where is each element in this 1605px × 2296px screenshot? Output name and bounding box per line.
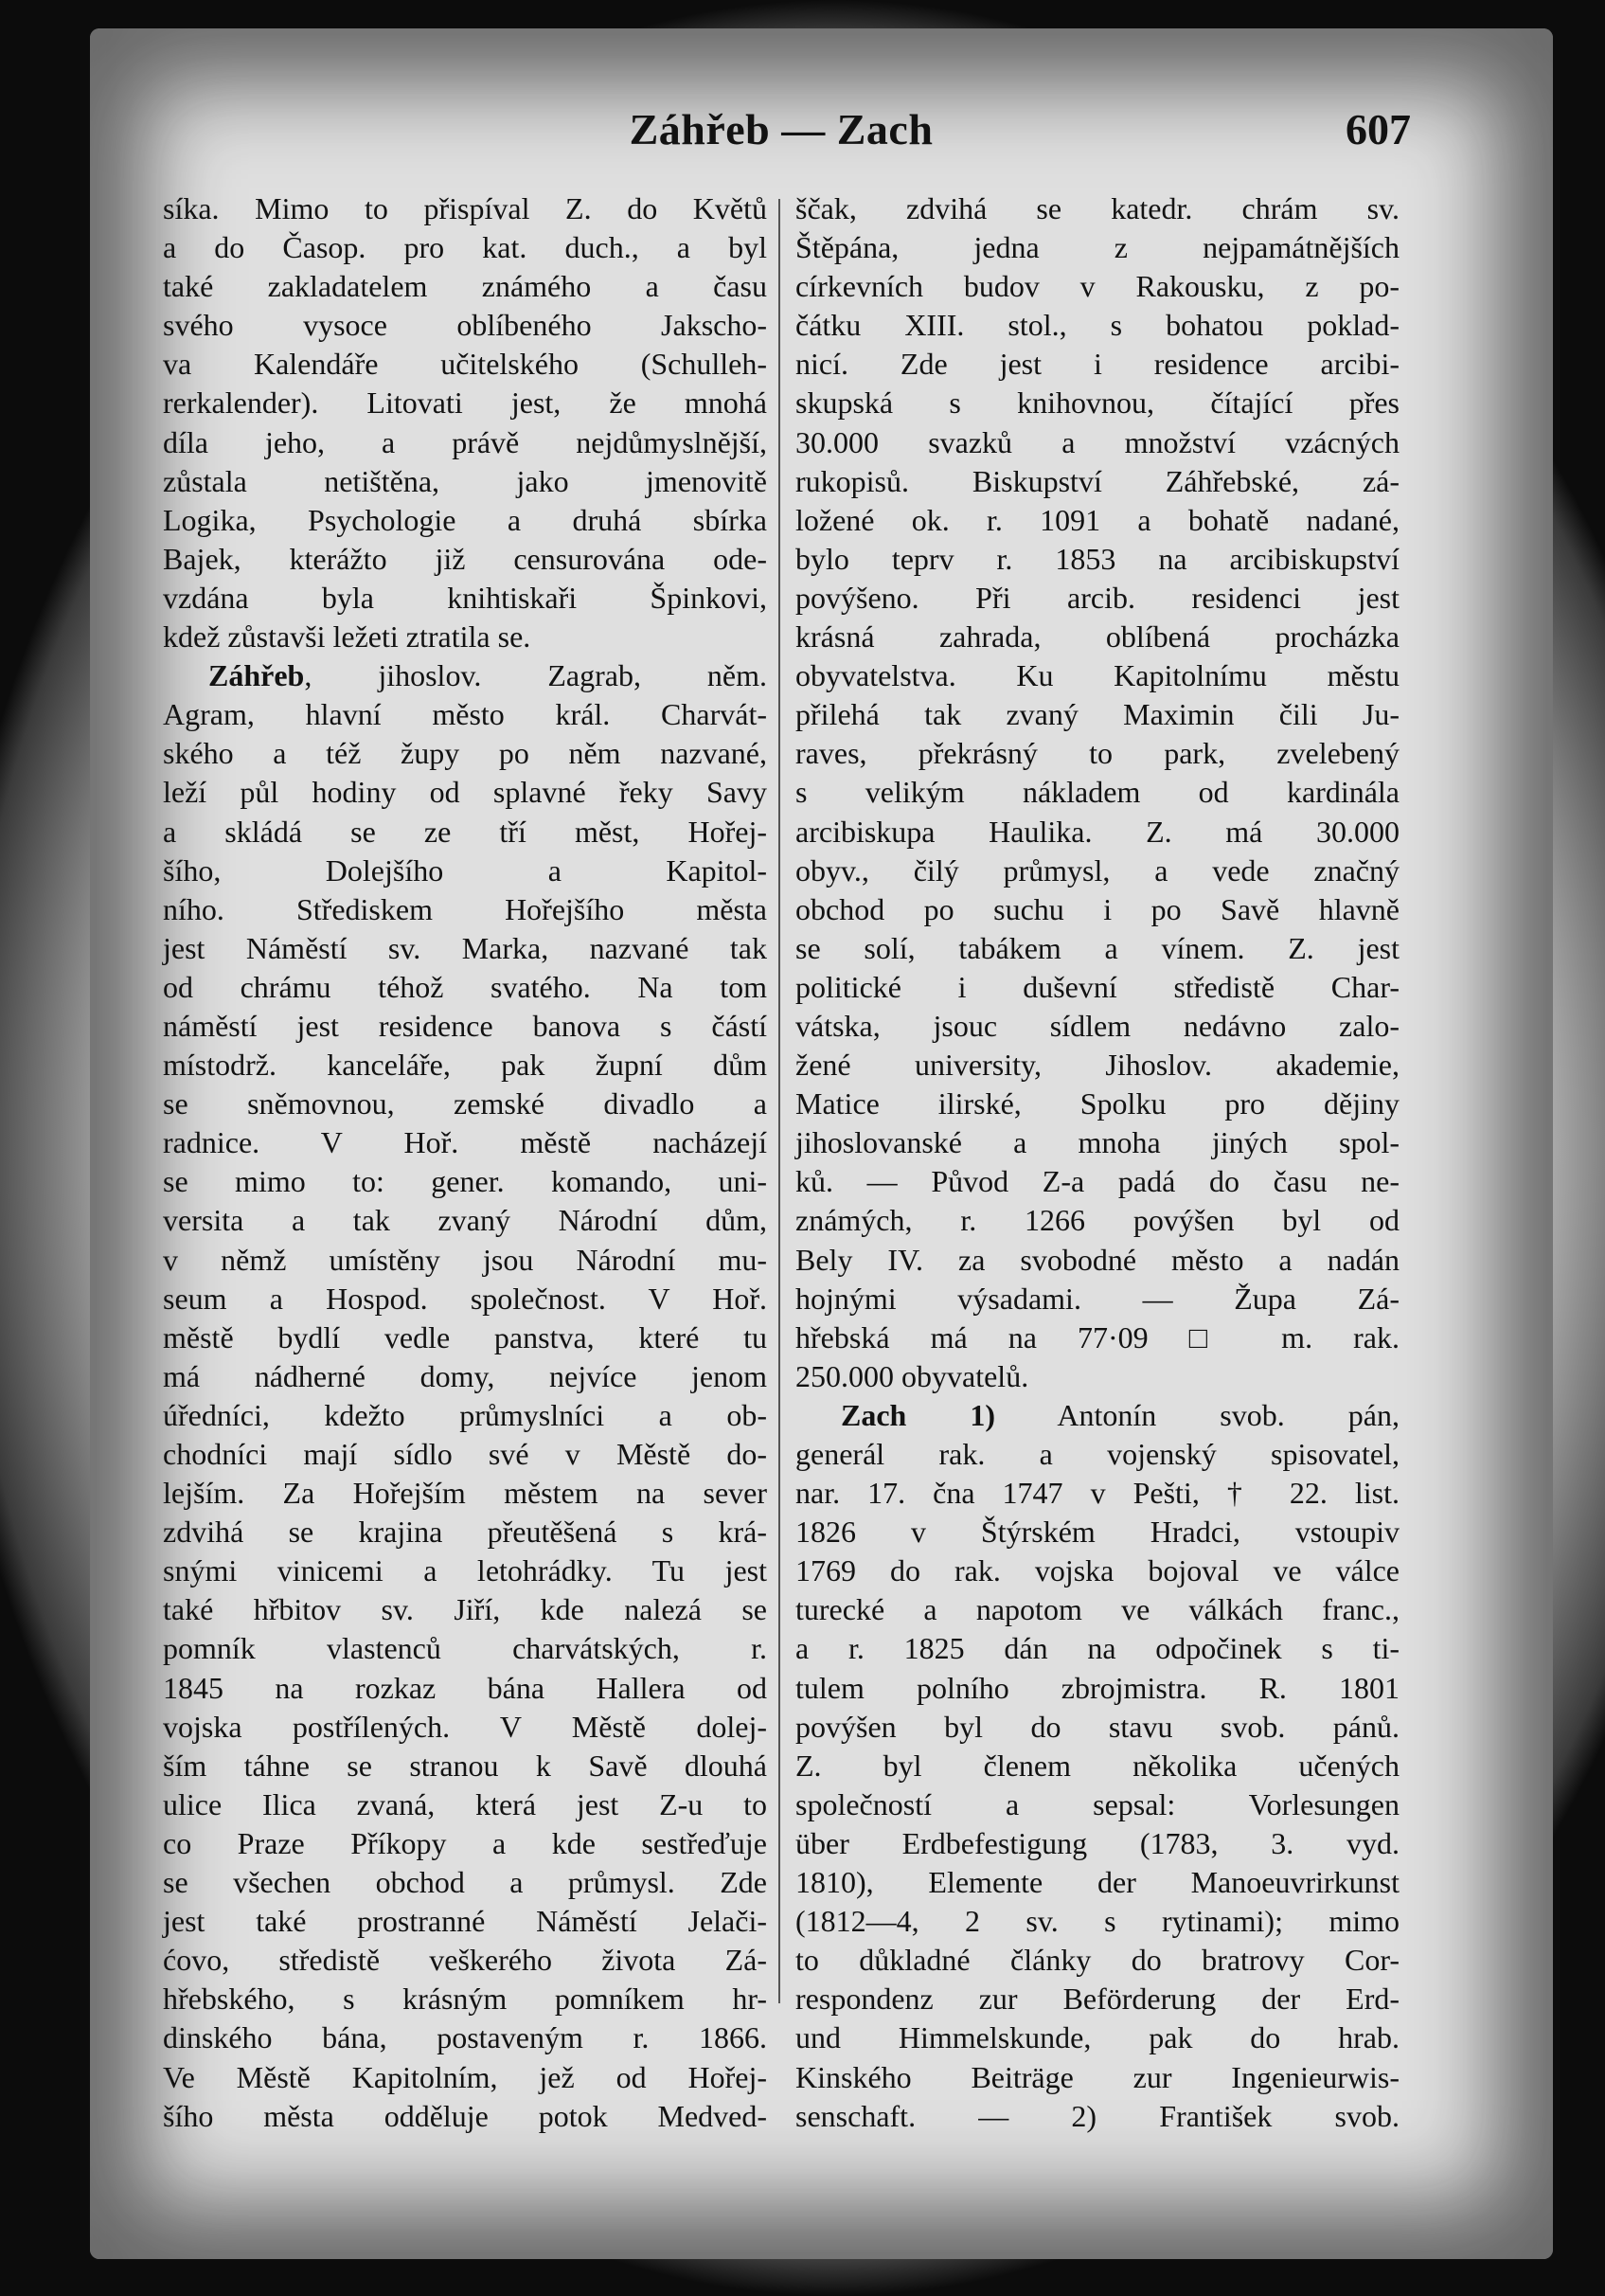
text-line: senschaft. — 2) František svob. [795,2098,1400,2133]
text-line: v němž umístěny jsou Národní mu- [163,1242,767,1277]
text-line: městě bydlí vedle panstva, které tu [163,1319,767,1354]
text-line: va Kalendáře učitelského (Schulleh- [163,347,767,382]
text-line: seum a Hospod. společnost. V Hoř. [163,1281,767,1316]
text-line: Agram, hlavní město král. Charvát- [163,697,767,732]
text-line: a do Časop. pro kat. duch., a byl [163,230,767,265]
text-line: bylo teprv r. 1853 na arcibiskupství [795,541,1400,576]
text-line: síka. Mimo to přispíval Z. do Květů [163,191,767,225]
text-line: jest Náměstí sv. Marka, nazvané tak [163,930,767,965]
text-line: šího, Dolejšího a Kapitol- [163,852,767,888]
text-line: (1812—4, 2 sv. s rytinami); mimo [795,1904,1400,1939]
page-number: 607 [1346,105,1411,153]
text-line: respondenz zur Beförderung der Erd- [795,1982,1400,2017]
text-line: a r. 1825 dán na odpočinek s ti- [795,1631,1400,1666]
page-header [152,104,1411,161]
text-line: Štěpána, jedna z nejpamátnějších [795,230,1400,265]
text-line: obchod po suchu i po Savě hlavně [795,891,1400,926]
text-line: 1769 do rak. vojska bojoval ve válce [795,1553,1400,1588]
text-line: rerkalender). Litovati jest, že mnohá [163,386,767,421]
text-line: se všechen obchod a průmysl. Zde [163,1865,767,1900]
text-line: 1810), Elemente der Manoeuvrirkunst [795,1865,1400,1900]
left-text-column [163,189,767,2136]
text-line: radnice. V Hoř. městě nacházejí [163,1125,767,1160]
text-line: Matice ilirské, Spolku pro dějiny [795,1086,1400,1121]
text-line: Zach 1) Antonín svob. pán, [841,1397,1400,1432]
text-line: Bajek, kterážto již censurována ode- [163,541,767,576]
text-line: má nádherné domy, nejvíce jenom [163,1358,767,1393]
text-line: od chrámu téhož svatého. Na tom [163,969,767,1004]
text-line: ším táhne se stranou k Savě dlouhá [163,1748,767,1783]
text-line: tulem polního zbrojmistra. R. 1801 [795,1670,1400,1705]
text-line: politické i duševní středistě Char- [795,969,1400,1004]
text-line: ního. Střediskem Hořejšího města [163,891,767,926]
text-line: povýšen byl do stavu svob. pánů. [795,1709,1400,1744]
text-line: generál rak. a vojenský spisovatel, [795,1437,1400,1471]
text-line: versita a tak zvaný Národní dům, [163,1203,767,1238]
running-head: Záhřeb — Zach [629,105,934,153]
text-line: co Praze Příkopy a kde sestřeďuje [163,1825,767,1860]
text-line: hřebského, s krásným pomníkem hr- [163,1982,767,2017]
text-line: ského a též župy po něm nazvané, [163,736,767,771]
text-line: arcibiskupa Haulika. Z. má 30.000 [795,814,1400,849]
text-line: skupská s knihovnou, čítající přes [795,386,1400,421]
text-line: úředníci, kdežto průmyslníci a ob- [163,1397,767,1432]
text-line: svého vysoce oblíbeného Jakscho- [163,308,767,343]
text-line: leží půl hodiny od splavné řeky Savy [163,775,767,810]
text-line: lejším. Za Hořejším městem na sever [163,1476,767,1511]
text-line: obyvatelstva. Ku Kapitolnímu městu [795,658,1400,693]
text-line: ulice Ilica zvaná, která jest Z-u to [163,1786,767,1821]
text-line: čátku XIII. stol., s bohatou poklad- [795,308,1400,343]
text-line: ćovo, středistě veškerého života Zá- [163,1943,767,1978]
text-line: to důkladné články do bratrovy Cor- [795,1943,1400,1978]
text-line: ščak, zdvihá se katedr. chrám sv. [795,191,1400,225]
text-line: Ve Městě Kapitolním, jež od Hořej- [163,2059,767,2094]
text-line: und Himmelskunde, pak do hrab. [795,2020,1400,2055]
column-divider [778,199,780,2003]
text-line: chodníci mají sídlo své v Městě do- [163,1437,767,1471]
text-line: 1826 v Štýrském Hradci, vstoupiv [795,1515,1400,1550]
text-line: Kinského Beiträge zur Ingenieurwis- [795,2059,1400,2094]
text-line: jihoslovanské a mnoha jiných spol- [795,1125,1400,1160]
text-line: povýšeno. Při arcib. residenci jest [795,580,1400,615]
text-line: dinského bána, postaveným r. 1866. [163,2020,767,2055]
text-line: známých, r. 1266 povýšen byl od [795,1203,1400,1238]
text-line: krásná zahrada, oblíbená procházka [795,619,1400,655]
text-line: ložené ok. r. 1091 a bohatě nadané, [795,502,1400,537]
text-line: pomník vlastenců charvátských, r. [163,1631,767,1666]
text-line: se mimo to: gener. komando, uni- [163,1164,767,1199]
text-line: také hřbitov sv. Jiří, kde nalezá se [163,1592,767,1627]
text-line: kdež zůstavši ležeti ztratila se. [163,619,531,655]
text-line: vojska postřílených. V Městě dolej- [163,1709,767,1744]
text-line: obyv., čilý průmysl, a vede značný [795,852,1400,888]
text-line: žené university, Jihoslov. akademie, [795,1048,1400,1083]
text-line: zůstala netištěna, jako jmenovitě [163,463,767,498]
text-line: turecké a napotom ve válkách franc., [795,1592,1400,1627]
text-line: hřebská má na 77·09 □ m. rak. [795,1319,1400,1354]
text-line: über Erdbefestigung (1783, 3. vyd. [795,1825,1400,1860]
text-line: Logika, Psychologie a druhá sbírka [163,502,767,537]
text-line: nicí. Zde jest i residence arcibi- [795,347,1400,382]
text-line: také zakladatelem známého a času [163,269,767,304]
text-line: se solí, tabákem a vínem. Z. jest [795,930,1400,965]
text-line: Bely IV. za svobodné město a nadán [795,1242,1400,1277]
text-line: rukopisů. Biskupství Záhřebské, zá- [795,463,1400,498]
text-line: jest také prostranné Náměstí Jelači- [163,1904,767,1939]
text-line: Z. byl členem několika učených [795,1748,1400,1783]
text-line: díla jeho, a právě nejdůmyslnější, [163,424,767,459]
text-line: 1845 na rozkaz bána Hallera od [163,1670,767,1705]
text-line: se sněmovnou, zemské divadlo a [163,1086,767,1121]
text-line: ků. — Původ Z-a padá do času ne- [795,1164,1400,1199]
text-line: zdvihá se krajina přeutěšená s krá- [163,1515,767,1550]
text-line: přilehá tak zvaný Maximin čili Ju- [795,697,1400,732]
text-line: vátska, jsouc sídlem nedávno zalo- [795,1008,1400,1043]
text-line: Záhřeb, jihoslov. Zagrab, něm. [208,658,767,693]
text-line: nar. 17. čna 1747 v Pešti, † 22. list. [795,1476,1400,1511]
text-line: náměstí jest residence banova s částí [163,1008,767,1043]
text-line: společností a sepsal: Vorlesungen [795,1786,1400,1821]
text-line: šího města odděluje potok Medved- [163,2098,767,2133]
text-line: církevních budov v Rakousku, z po- [795,269,1400,304]
text-line: snými vinicemi a letohrádky. Tu jest [163,1553,767,1588]
text-line: 250.000 obyvatelů. [795,1358,1029,1393]
text-line: místodrž. kanceláře, pak župní dům [163,1048,767,1083]
text-line: hojnými výsadami. — Župa Zá- [795,1281,1400,1316]
text-line: 30.000 svazků a množství vzácných [795,424,1400,459]
text-line: a skládá se ze tří měst, Hořej- [163,814,767,849]
text-line: vzdána byla knihtiskaři Špinkovi, [163,580,767,615]
right-text-column [795,189,1400,2136]
text-line: s velikým nákladem od kardinála [795,775,1400,810]
text-line: raves, překrásný to park, zvelebený [795,736,1400,771]
